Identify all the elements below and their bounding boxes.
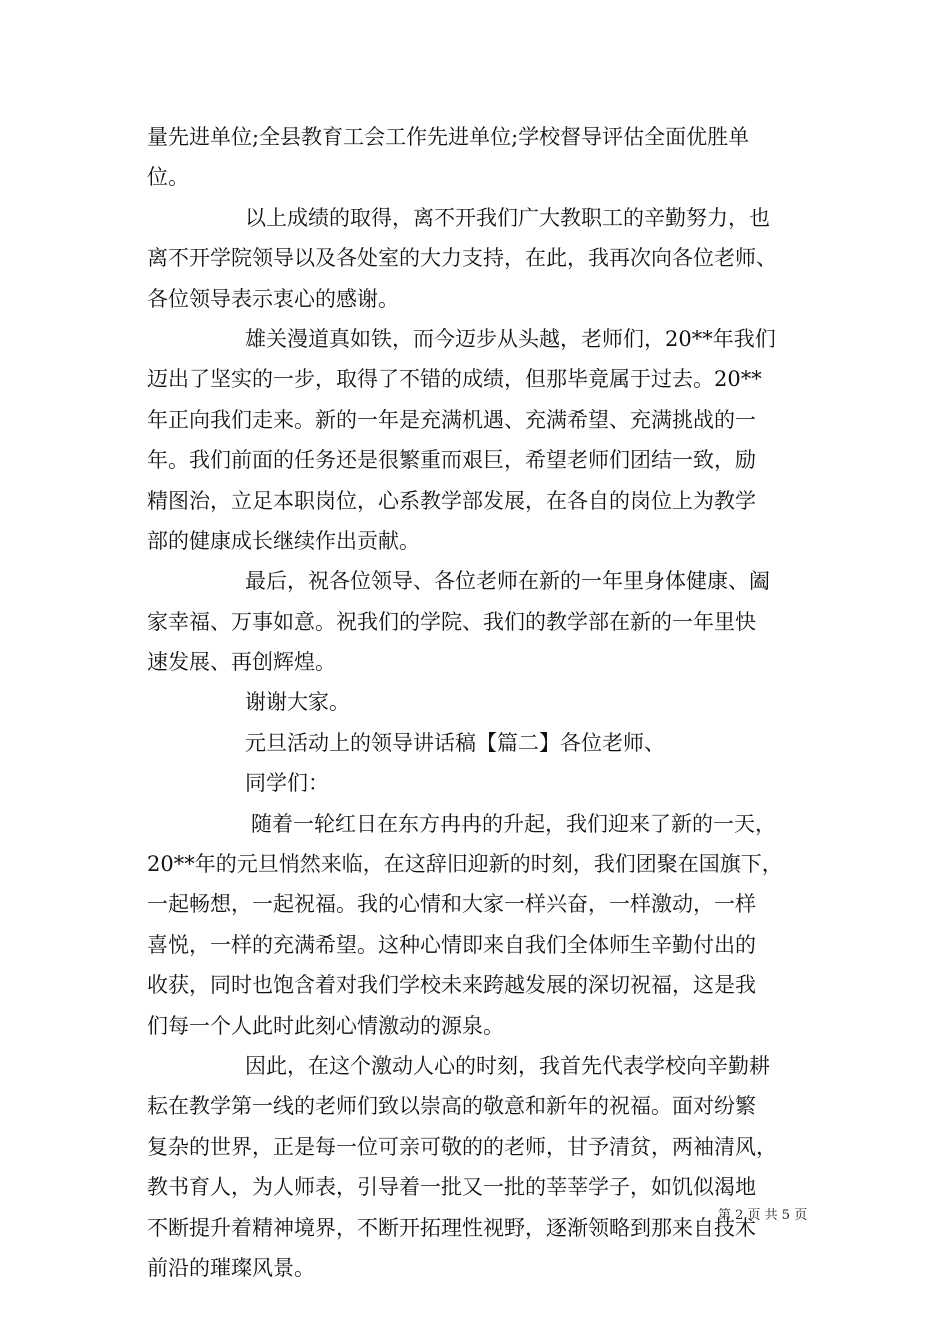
section-heading: 元旦活动上的领导讲话稿【篇二】各位老师、 [245, 730, 665, 755]
text-line: 20**年的元旦悄然来临，在这辞旧迎新的时刻，我们团聚在国旗下， [147, 852, 783, 877]
text-line: 教书育人，为人师表，引导着一批又一批的莘莘学子，如饥似渴地 [147, 1175, 756, 1200]
salutation: 同学们： [245, 771, 329, 796]
text-line: 前沿的璀璨风景。 [147, 1255, 315, 1280]
text-line: 年正向我们走来。新的一年是充满机遇、充满希望、充满挑战的一 [147, 407, 756, 432]
closing-line: 谢谢大家。 [245, 690, 350, 715]
text-line: 位。 [147, 165, 189, 190]
text-line: 离不开学院领导以及各处室的大力支持，在此，我再次向各位老师、 [147, 246, 777, 271]
text-line: 精图治，立足本职岗位，心系教学部发展，在各自的岗位上为教学 [147, 488, 756, 513]
paragraph-start: 雄关漫道真如铁，而今迈步从头越，老师们，20**年我们 [245, 326, 776, 351]
text-line: 不断提升着精神境界，不断开拓理性视野，逐渐领略到那来自技术 [147, 1215, 756, 1240]
text-line: 迈出了坚实的一步，取得了不错的成绩，但那毕竟属于过去。20** [147, 367, 762, 392]
page-number: 第 2 页 共 5 页 [718, 1208, 808, 1223]
text-line: 量先进单位;全县教育工会工作先进单位;学校督导评估全面优胜单 [147, 125, 750, 149]
text-line: 耘在教学第一线的老师们致以崇高的敬意和新年的祝福。面对纷繁 [147, 1094, 756, 1119]
text-line: 收获，同时也饱含着对我们学校未来跨越发展的深切祝福，这是我 [147, 973, 756, 998]
text-line: 复杂的世界，正是每一位可亲可敬的的老师，甘予清贫，两袖清风， [147, 1134, 777, 1159]
paragraph-start: 因此，在这个激动人心的时刻，我首先代表学校向辛勤耕 [245, 1053, 770, 1078]
text-line: 速发展、再创辉煌。 [147, 650, 336, 675]
text-line: 各位领导表示衷心的感谢。 [147, 286, 399, 311]
text-line: 们每一个人此时此刻心情激动的源泉。 [147, 1013, 504, 1038]
document-body [147, 117, 812, 1288]
text-line: 一起畅想，一起祝福。我的心情和大家一样兴奋，一样激动，一样 [147, 892, 756, 917]
paragraph-start: 随着一轮红日在东方冉冉的升起，我们迎来了新的一天， [251, 811, 776, 836]
paragraph-start: 以上成绩的取得，离不开我们广大教职工的辛勤努力，也 [245, 205, 770, 230]
paragraph-start: 最后，祝各位领导、各位老师在新的一年里身体健康、阖 [245, 569, 770, 594]
text-line: 家幸福、万事如意。祝我们的学院、我们的教学部在新的一年里快 [147, 609, 756, 634]
text-line: 喜悦，一样的充满希望。这种心情即来自我们全体师生辛勤付出的 [147, 932, 756, 957]
text-line: 年。我们前面的任务还是很繁重而艰巨，希望老师们团结一致，励 [147, 448, 756, 473]
text-line: 部的健康成长继续作出贡献。 [147, 528, 420, 553]
